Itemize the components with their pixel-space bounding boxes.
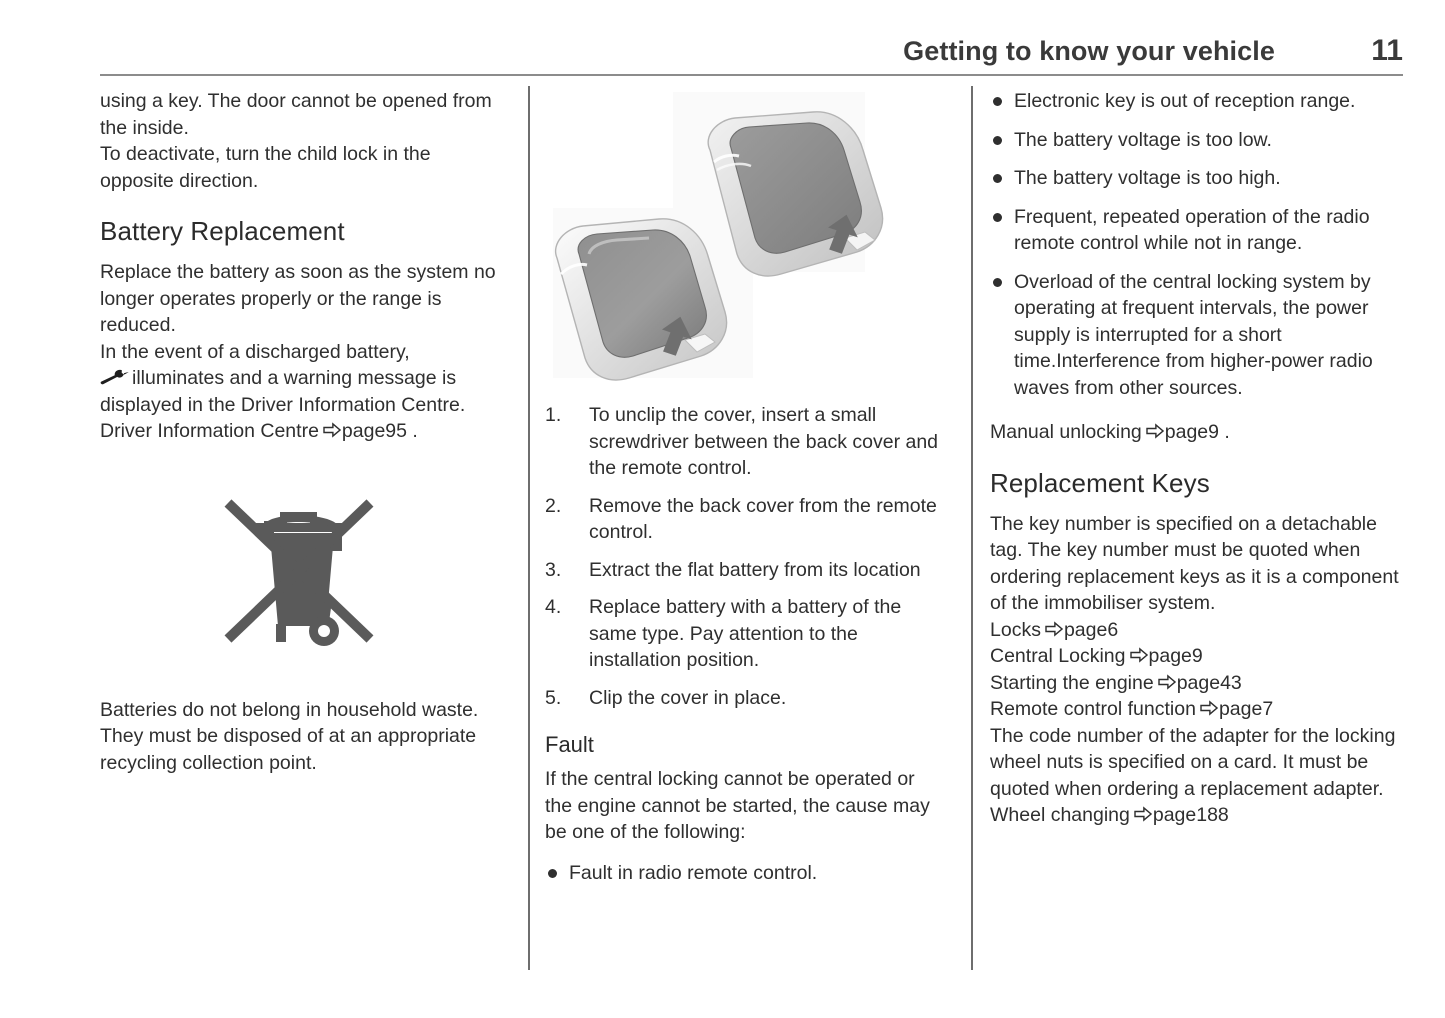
column-divider-right: [971, 86, 973, 970]
dic-cross-reference: [100, 418, 498, 445]
manual-unlocking-target: page9: [1164, 421, 1219, 443]
bullet-text: The battery voltage is too high.: [1014, 167, 1281, 189]
step-number: 5.: [545, 686, 562, 709]
fault-bullet-list-right: [990, 88, 1403, 401]
step-text: Clip the cover in place.: [589, 686, 787, 709]
bullet-text: Fault in radio remote control.: [569, 861, 818, 884]
step-text: Extract the flat battery from its location: [589, 558, 921, 581]
intro-paragraph-1: using a key. The door cannot be opened from the inside.: [100, 90, 492, 139]
cross-reference-starting-engine: [990, 670, 1403, 697]
right-column: [990, 88, 1403, 829]
wrench-icon: [100, 367, 130, 384]
battery-paragraph-2: [100, 339, 498, 419]
cross-reference-locks: [990, 617, 1403, 644]
battery-replacement-steps: [545, 402, 945, 711]
bullet-text: Electronic key is out of reception range.: [1014, 90, 1356, 112]
key-fob-illustration: [545, 88, 945, 388]
list-item: [545, 402, 945, 482]
fault-heading: Fault: [545, 732, 594, 757]
bullet-dot-icon: [548, 869, 557, 878]
replacement-keys-heading: Replacement Keys: [990, 467, 1210, 498]
cross-reference-label: Remote control function: [990, 698, 1196, 720]
dic-ref-target: page95: [341, 420, 407, 442]
page-number: 11: [1371, 34, 1403, 67]
list-item: [990, 88, 1403, 115]
manual-unlocking-label: Manual unlocking: [990, 421, 1142, 443]
dic-ref-label: Driver Information Centre: [100, 420, 319, 442]
keys-paragraph-2: The code number of the adapter for the locking wheel nuts is specified on a card. It must be quoted when ordering a replacement adapter.: [990, 724, 1396, 800]
left-column: [100, 88, 498, 776]
fault-paragraph: If the central locking cannot be operated or the engine cannot be started, the cause may be one of the following:: [545, 768, 930, 843]
list-item: [990, 127, 1403, 154]
list-item: [545, 493, 945, 546]
reference-arrow-icon: [1146, 420, 1164, 436]
step-number: 4.: [545, 596, 562, 618]
list-item: [990, 165, 1403, 192]
step-text: Remove the back cover from the remote control.: [589, 494, 937, 543]
battery-paragraph-2-part1: In the event of a discharged battery,: [100, 340, 410, 363]
weee-caption: Batteries do not belong in household waste. They must be disposed of at an appropriate recycling collection point.: [100, 698, 479, 774]
list-item: [990, 204, 1403, 257]
bullet-text: The battery voltage is too low.: [1014, 128, 1272, 151]
cross-reference-target: page188: [1152, 804, 1229, 826]
list-item: [545, 557, 945, 584]
step-text: Replace battery with a battery of the same type. Pay attention to the installation position.: [589, 596, 902, 671]
cross-reference-label: Wheel changing: [990, 804, 1130, 826]
manual-unlocking-suffix: .: [1224, 421, 1230, 443]
cross-reference-label: Locks: [990, 618, 1041, 641]
reference-arrow-icon: [1158, 671, 1176, 687]
cross-reference-label: Central Locking: [990, 645, 1126, 667]
dic-ref-suffix: .: [412, 420, 418, 442]
manual-unlocking-cross-reference: [990, 419, 1403, 446]
cross-reference-wheel-changing: [990, 802, 1403, 829]
header-rule: [100, 74, 1403, 76]
bullet-text: Overload of the central locking system by operating at frequent intervals, the power supply is interrupted for a short time.Interference from higher-power radio waves from other sources.: [1014, 270, 1373, 399]
list-item: [545, 860, 945, 887]
cross-reference-remote-control-function: [990, 696, 1403, 723]
keys-paragraph-1: The key number is specified on a detachable tag. The key number must be quoted when ordering replacement keys as it is a component of the immobiliser system.: [990, 512, 1399, 614]
weee-bin-figure: [100, 481, 498, 661]
bullet-dot-icon: [993, 136, 1002, 145]
list-item: [545, 685, 945, 712]
weee-bin-icon: [214, 481, 384, 656]
step-number: 3.: [545, 558, 562, 581]
battery-paragraph-1: Replace the battery as soon as the system no longer operates properly or the range is reduced.: [100, 261, 496, 336]
bullet-text: Frequent, repeated operation of the radio remote control while not in range.: [1014, 205, 1370, 254]
page-title: Getting to know your vehicle: [903, 36, 1275, 66]
list-item: [545, 594, 945, 674]
step-text: To unclip the cover, insert a small screwdriver between the back cover and the remote control.: [589, 404, 939, 479]
cross-reference-target: page43: [1176, 671, 1242, 694]
fault-bullet-list-middle: [545, 860, 945, 887]
reference-arrow-icon: [1200, 697, 1218, 713]
list-item: [990, 269, 1403, 402]
step-number: 1.: [545, 404, 562, 426]
battery-replacement-heading: Battery Replacement: [100, 216, 345, 246]
cross-reference-target: page6: [1063, 618, 1119, 641]
cross-reference-target: page9: [1148, 645, 1203, 667]
intro-paragraph-2: To deactivate, turn the child lock in the opposite direction.: [100, 143, 431, 192]
battery-paragraph-2-part2: illuminates and a warning message is displayed in the Driver Information Centre.: [100, 367, 466, 416]
reference-arrow-icon: [1134, 803, 1152, 819]
reference-arrow-icon: [1130, 644, 1148, 660]
bullet-dot-icon: [993, 174, 1002, 183]
step-number: 2.: [545, 494, 562, 517]
cross-reference-central-locking: [990, 643, 1403, 670]
reference-arrow-icon: [323, 419, 341, 435]
bullet-dot-icon: [993, 97, 1002, 106]
key-fob-figure: [545, 88, 945, 388]
cross-reference-label: Starting the engine: [990, 671, 1154, 694]
bullet-dot-icon: [993, 278, 1002, 287]
column-divider-left: [528, 86, 530, 970]
middle-column: [545, 88, 945, 898]
bullet-dot-icon: [993, 213, 1002, 222]
cross-reference-target: page7: [1218, 698, 1274, 720]
reference-arrow-icon: [1045, 618, 1063, 634]
